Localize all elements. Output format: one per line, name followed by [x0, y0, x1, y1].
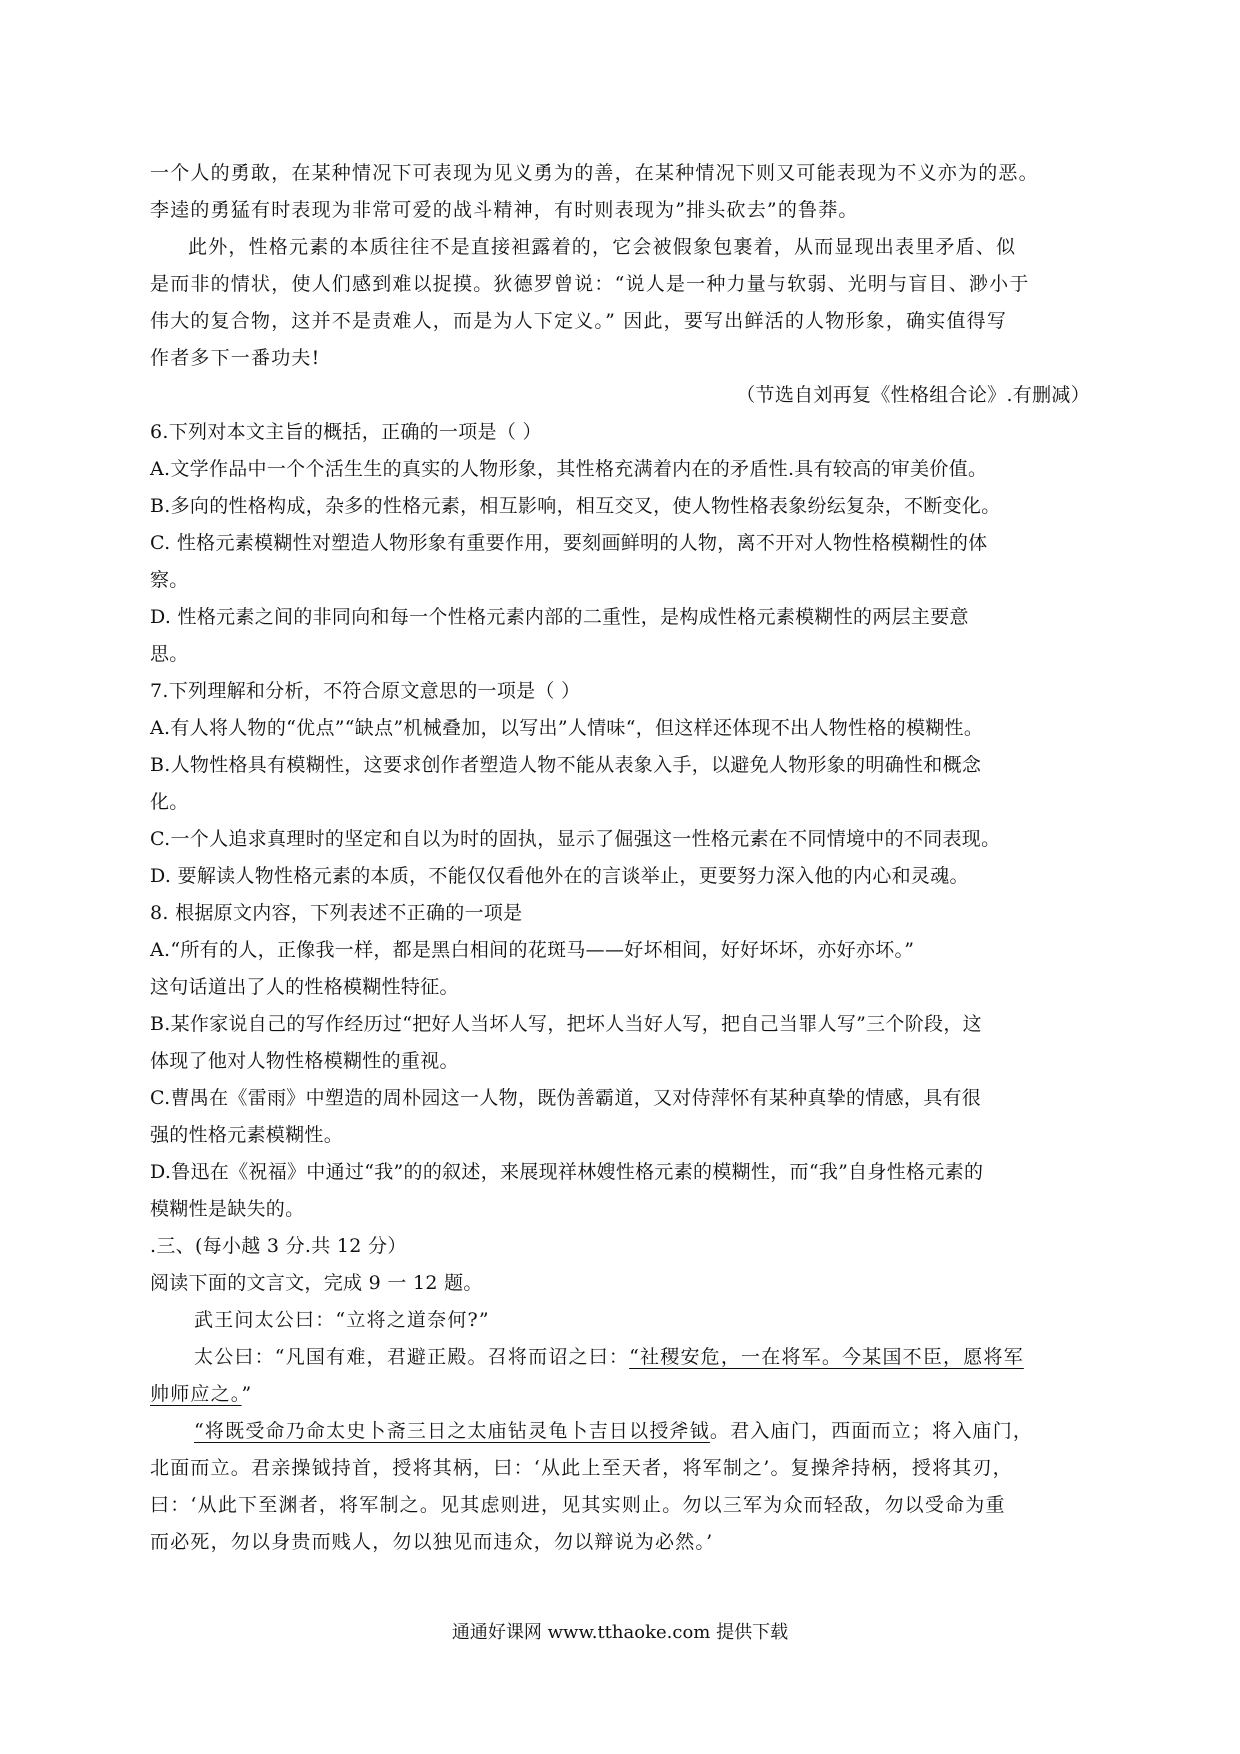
document-page: [150, 155, 1100, 1561]
classical-text-segment: 太公曰：“凡国有难，君避正殿。召将而诏之曰：: [194, 1346, 630, 1368]
question-option: D.鲁迅在《祝福》中通过“我”的的叙述，来展现祥林嫂性格元素的模糊性，而“我”自身性格元素的: [150, 1161, 984, 1183]
underlined-sentence: “社稷安危，一在将军。今某国不臣，愿将军: [629, 1346, 1024, 1368]
classical-text-line: 曰：‘从此下至渊者，将军制之。见其虑则进，见其实则止。勿以三军为众而轻敌，勿以受命为重: [150, 1494, 1006, 1516]
underlined-sentence: “将既受命乃命太史卜斋三日之太庙钻灵龟卜吉日以授斧钺: [194, 1420, 710, 1442]
passage-line: 李逵的勇猛有时表现为非常可爱的战斗精神，有时则表现为”排头砍去”的鲁莽。: [150, 199, 859, 221]
question-option: 这句话道出了人的性格模糊性特征。: [150, 976, 459, 998]
underlined-sentence: 帅师应之。: [150, 1383, 242, 1405]
question-option: C. 性格元素模糊性对塑造人物形象有重要作用，要刻画鲜明的人物，离不开对人物性格模糊性的体: [150, 532, 988, 554]
classical-text-line: 而必死，勿以身贵而贱人，勿以独见而违众，勿以辩说为必然。’: [150, 1531, 714, 1553]
passage-line: 是而非的情状，使人们感到难以捉摸。狄德罗曾说：“说人是一种力量与软弱、光明与盲目、渺小于: [150, 273, 1030, 295]
question-option: 强的性格元素模糊性。: [150, 1124, 344, 1146]
section-instruction: 阅读下面的文言文，完成 9 一 12 题。: [150, 1272, 483, 1294]
question-stem: 6.下列对本文主旨的概括，正确的一项是（ ）: [150, 421, 542, 443]
section-heading: .三、(每小越 3 分.共 12 分）: [150, 1235, 407, 1257]
question-option: C.一个人追求真理时的坚定和自以为时的固执，显示了倔强这一性格元素在不同情境中的不同表现。: [150, 828, 1001, 850]
question-option: B.某作家说自己的写作经历过“把好人当坏人写，把坏人当好人写，把自己当罪人写”三个阶段，这: [150, 1013, 982, 1035]
question-option: 体现了他对人物性格模糊性的重视。: [150, 1050, 459, 1072]
passage-line: 作者多下一番功夫!: [150, 347, 321, 369]
page-footer: 通通好课网 www.tthaoke.com 提供下载: [451, 1622, 789, 1643]
classical-text-line: [150, 1339, 1100, 1376]
question-option: A.有人将人物的“优点”“缺点”机械叠加，以写出”人情味“，但这样还体现不出人物性格的模糊性。: [150, 717, 984, 739]
passage-line: 一个人的勇敢，在某种情况下可表现为见义勇为的善，在某种情况下则又可能表现为不义亦为的恶。: [150, 162, 1039, 184]
question-option: D. 要解读人物性格元素的本质，不能仅仅看他外在的言谈举止，更要努力深入他的内心和灵魂。: [150, 865, 969, 887]
passage-line: 伟大的复合物，这并不是责难人，而是为人下定义。” 因此，要写出鲜活的人物形象，确实值得写: [150, 310, 1008, 332]
question-option: C.曹禺在《雷雨》中塑造的周朴园这一人物，既伪善霸道，又对侍萍怀有某种真挚的情感，具有很: [150, 1087, 982, 1109]
classical-text-line: 北面而立。君亲操钺持首，授将其柄，曰：‘从此上至天者，将军制之’。复操斧持柄，授将其刃，: [150, 1457, 1013, 1479]
passage-line: 此外，性格元素的本质往往不是直接袒露着的，它会被假象包裹着，从而显现出表里矛盾、似: [188, 236, 1017, 258]
passage-source: （节选自刘再复《性格组合论》.有删减）: [736, 384, 1090, 406]
question-option: B.人物性格具有模糊性，这要求创作者塑造人物不能从表象入手，以避免人物形象的明确性和概念: [150, 754, 982, 776]
question-option: A.“所有的人，正像我一样，都是黑白相间的花斑马——好坏相间，好好坏坏，亦好亦坏。”: [150, 939, 915, 961]
classical-text-segment: 。君入庙门，西面而立；将入庙门，: [709, 1420, 1034, 1442]
question-option: B.多向的性格构成，杂多的性格元素，相互影响，相互交叉，使人物性格表象纷纭复杂，不断变化。: [150, 495, 1001, 517]
question-option: 察。: [150, 569, 189, 591]
classical-text-segment: ”: [241, 1383, 253, 1405]
classical-text-line: 武王问太公曰：“立将之道奈何?”: [194, 1309, 490, 1331]
question-stem: 7.下列理解和分析，不符合原文意思的一项是（ ）: [150, 680, 581, 702]
classical-text-line: [150, 1376, 1100, 1413]
question-stem: 8. 根据原文内容，下列表述不正确的一项是: [150, 902, 523, 924]
question-option: 模糊性是缺失的。: [150, 1198, 305, 1220]
question-option: 化。: [150, 791, 189, 813]
question-option: A.文学作品中一个个活生生的真实的人物形象，其性格充满着内在的矛盾性.具有较高的审美价值。: [150, 458, 988, 480]
classical-text-line: [150, 1413, 1100, 1450]
question-option: D. 性格元素之间的非同向和每一个性格元素内部的二重性，是构成性格元素模糊性的两层主要意: [150, 606, 969, 628]
question-option: 思。: [150, 643, 189, 665]
